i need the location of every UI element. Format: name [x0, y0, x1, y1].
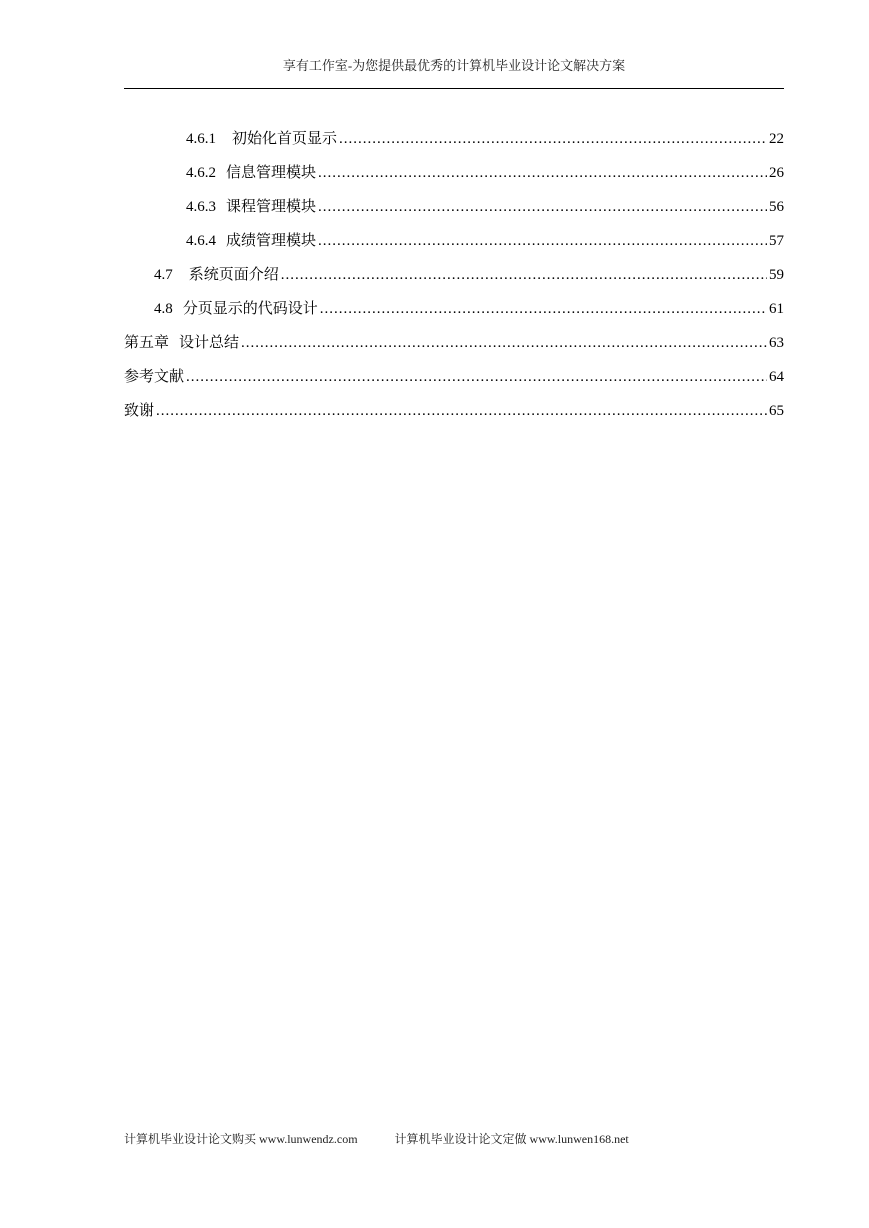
toc-entry-page: 61: [769, 301, 784, 317]
toc-entry-4-6-1[interactable]: [124, 128, 784, 162]
toc-entry-title: 系统页面介绍: [188, 267, 279, 283]
toc-entry-page: 63: [769, 335, 784, 351]
toc-entry-title: 分页显示的代码设计: [182, 301, 318, 317]
toc-entry-4-6-3[interactable]: [124, 196, 784, 230]
footer-purchase-link[interactable]: 计算机毕业设计论文购买 www.lunwendz.com: [124, 1132, 358, 1146]
toc-entry-number: 4.6.4: [186, 233, 216, 249]
toc-entry-page: 26: [769, 165, 784, 181]
toc-entry-4-7[interactable]: [124, 264, 784, 298]
dot-leader: [186, 366, 767, 388]
header-text: 享有工作室-为您提供最优秀的计算机毕业设计论文解决方案: [282, 58, 626, 73]
toc-entry-title: 参考文献: [124, 369, 185, 385]
toc-entry-number: 4.7: [154, 267, 173, 283]
footer-custom-link[interactable]: 计算机毕业设计论文定做 www.lunwen168.net: [394, 1132, 629, 1146]
toc-entry-4-6-2[interactable]: [124, 162, 784, 196]
dot-leader: [281, 264, 767, 286]
dot-leader: [318, 230, 767, 252]
header-divider: [124, 88, 784, 89]
toc-entry-number: 4.6.2: [186, 165, 216, 181]
toc-entry-references[interactable]: [124, 366, 784, 400]
toc-entry-4-6-4[interactable]: [124, 230, 784, 264]
toc-entry-page: 64: [769, 369, 784, 385]
toc-entry-number: 第五章: [124, 335, 170, 351]
dot-leader: [318, 196, 767, 218]
page-header: [124, 56, 784, 89]
toc-entry-title: 致谢: [124, 403, 155, 419]
toc-entry-number: 4.6.1: [186, 131, 216, 147]
toc-entry-acknowledgements[interactable]: [124, 400, 784, 434]
toc-entry-page: 56: [769, 199, 784, 215]
toc-entry-number: 4.6.3: [186, 199, 216, 215]
toc-entry-page: 57: [769, 233, 784, 249]
page-footer: [124, 1130, 784, 1148]
toc-entry-title: 信息管理模块: [226, 165, 317, 181]
toc-entry-4-8[interactable]: [124, 298, 784, 332]
toc-entry-title: 成绩管理模块: [226, 233, 317, 249]
dot-leader: [156, 400, 767, 422]
dot-leader: [318, 162, 767, 184]
toc-entry-title: 设计总结: [179, 335, 240, 351]
dot-leader: [320, 298, 767, 320]
toc-entry-page: 22: [769, 131, 784, 147]
toc-entry-title: 初始化首页显示: [232, 131, 338, 147]
toc-entry-page: 59: [769, 267, 784, 283]
dot-leader: [339, 128, 767, 150]
table-of-contents: [124, 128, 784, 434]
dot-leader: [241, 332, 767, 354]
toc-entry-page: 65: [769, 403, 784, 419]
toc-entry-title: 课程管理模块: [226, 199, 317, 215]
toc-entry-chapter-5[interactable]: [124, 332, 784, 366]
toc-entry-number: 4.8: [154, 301, 173, 317]
